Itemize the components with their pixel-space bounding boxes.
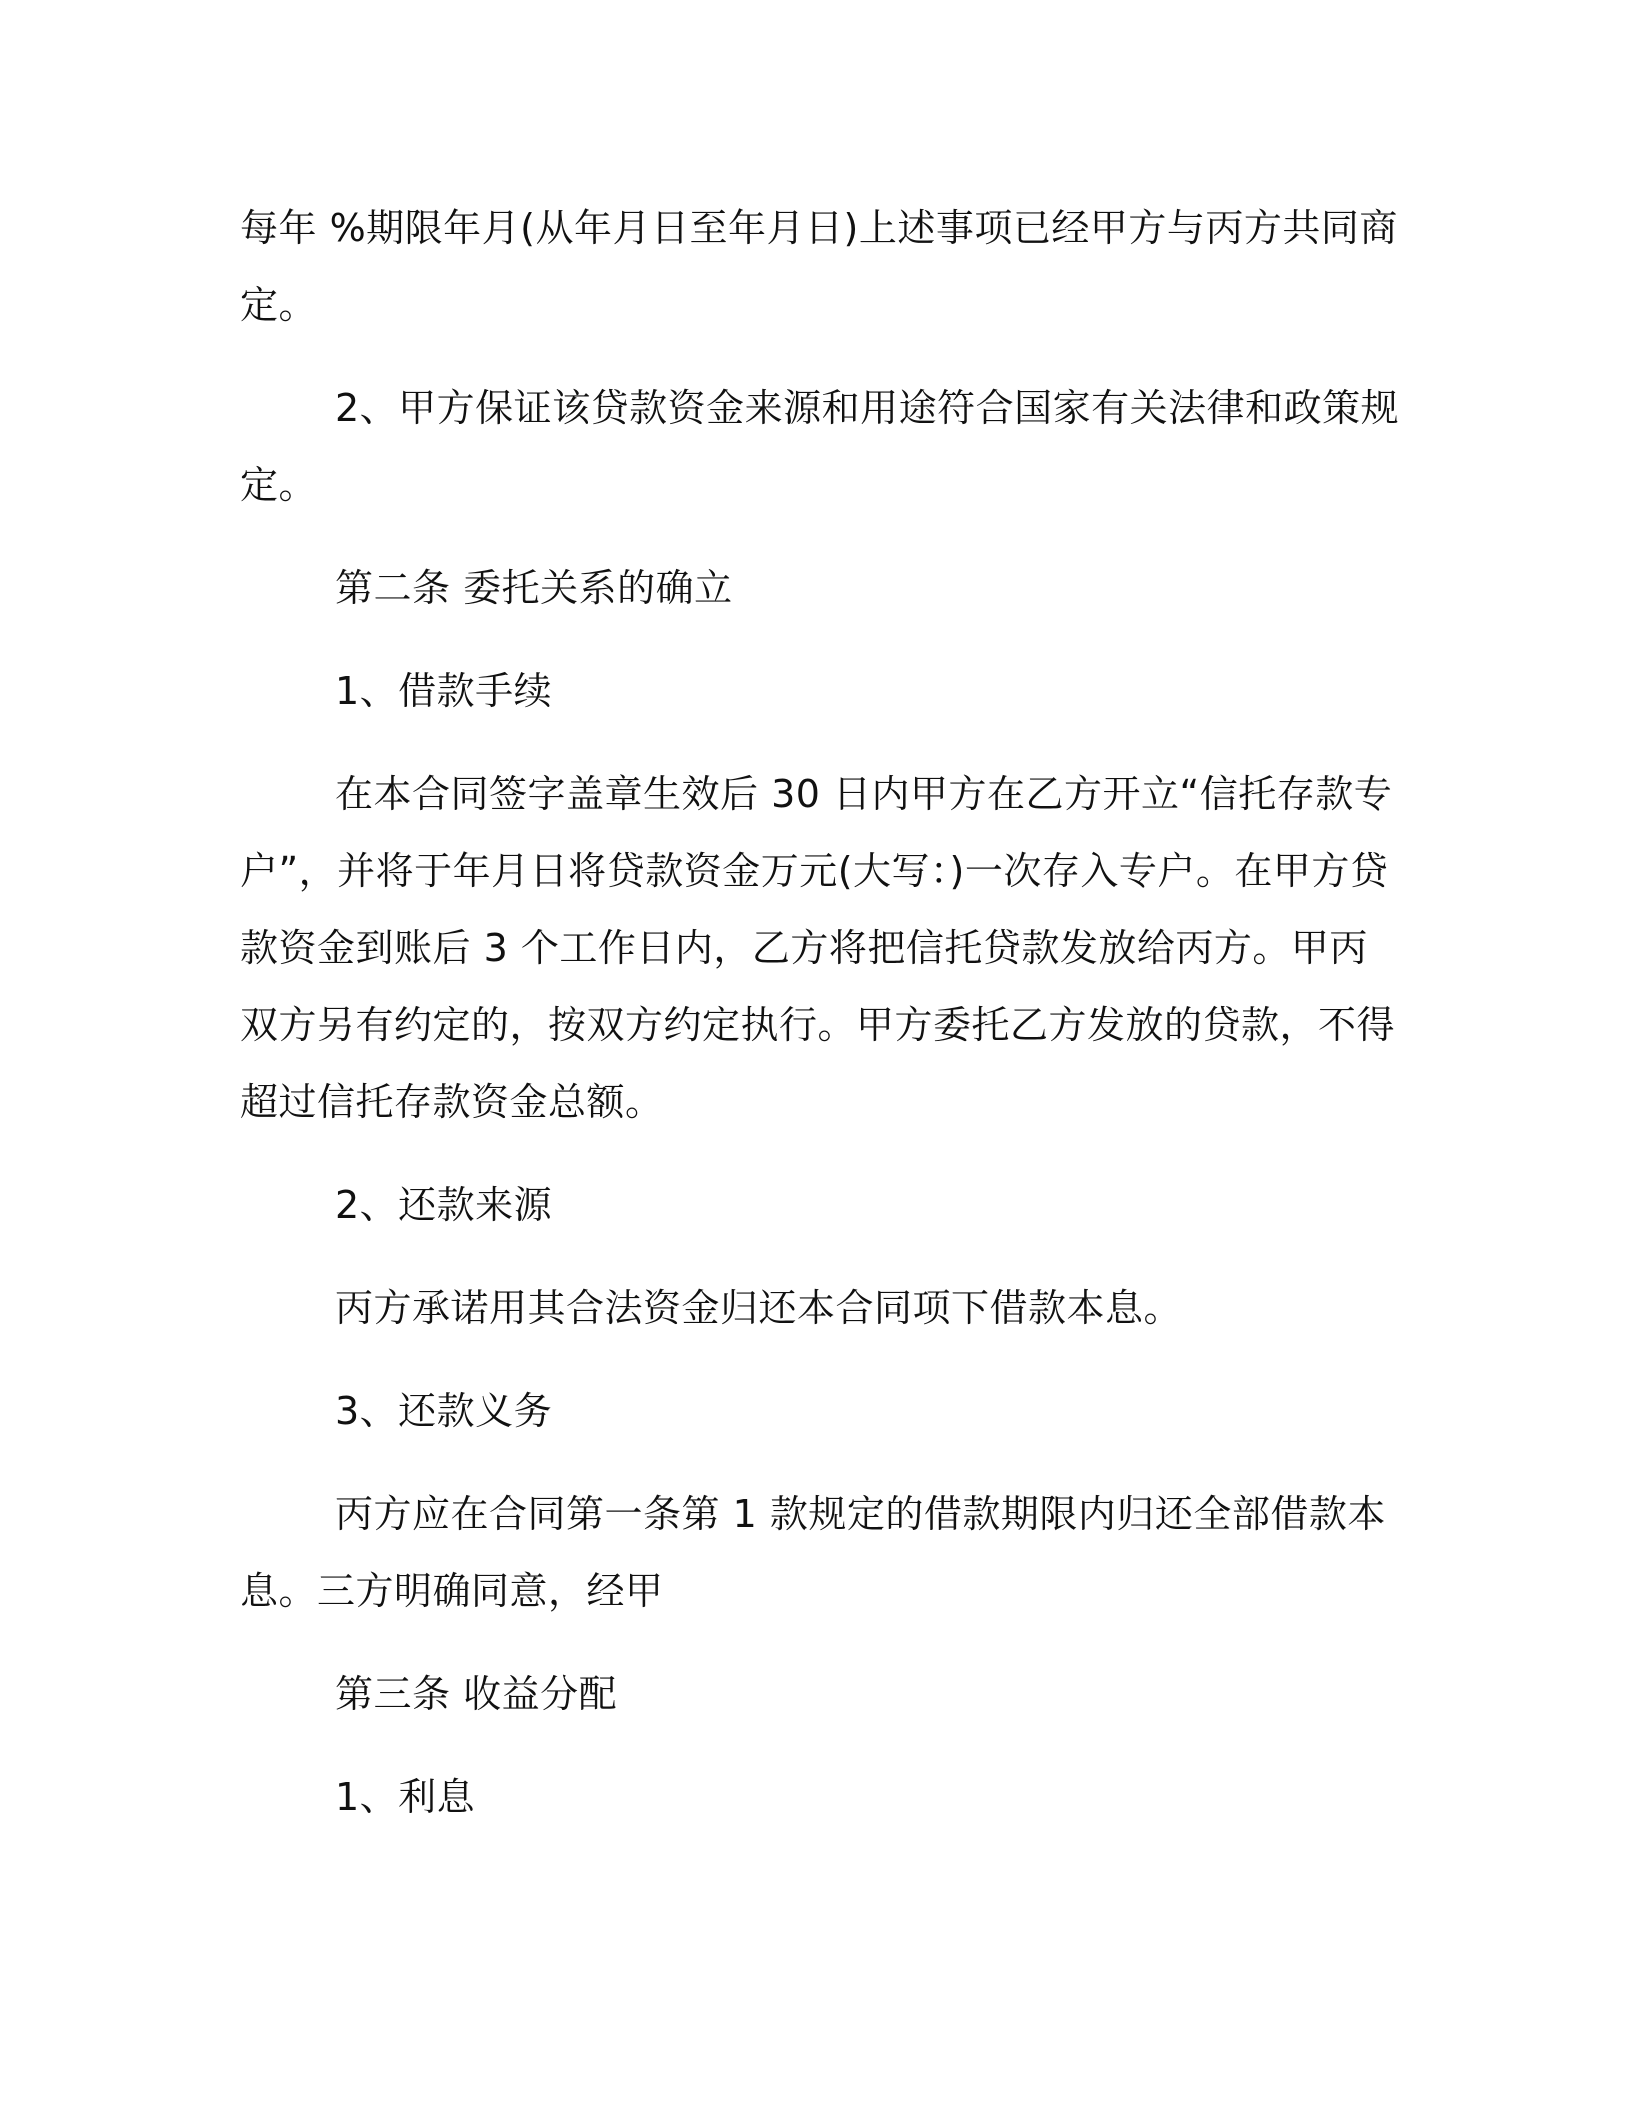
subheading-loan-procedures: 1、借款手续 [335, 669, 553, 713]
paragraph-loan-procedures: 在本合同签字盖章生效后 30 日内甲方在乙方开立“信托存款专户”，并将于年月日将贷款资金万元(大写：)一次存入专户。在甲方贷款资金到账后 3 个工作日内，乙方将把信托贷款发放给丙方。甲丙双方另有约定的，按双方约定执行。甲方委托乙方发放的贷款，不得超过信托存款资金总额。 [240, 772, 1396, 1124]
paragraph-repayment-obligation: 丙方应在合同第一条第 1 款规定的借款期限内归还全部借款本息。三方明确同意，经甲 [240, 1492, 1386, 1613]
section-heading-article-3: 第三条 收益分配 [335, 1672, 618, 1716]
subheading-repayment-obligation: 3、还款义务 [335, 1389, 553, 1433]
paragraph-fund-source-guarantee: 2、甲方保证该贷款资金来源和用途符合国家有关法律和政策规定。 [240, 386, 1400, 507]
subheading-interest: 1、利息 [335, 1775, 476, 1819]
document-body [240, 190, 1400, 1836]
paragraph-repayment-source: 丙方承诺用其合法资金归还本合同项下借款本息。 [335, 1286, 1183, 1330]
subheading-repayment-source: 2、还款来源 [335, 1183, 553, 1227]
paragraph-loan-term: 每年 %期限年月(从年月日至年月日)上述事项已经甲方与丙方共同商定。 [240, 206, 1398, 327]
section-heading-article-2: 第二条 委托关系的确立 [335, 566, 733, 610]
